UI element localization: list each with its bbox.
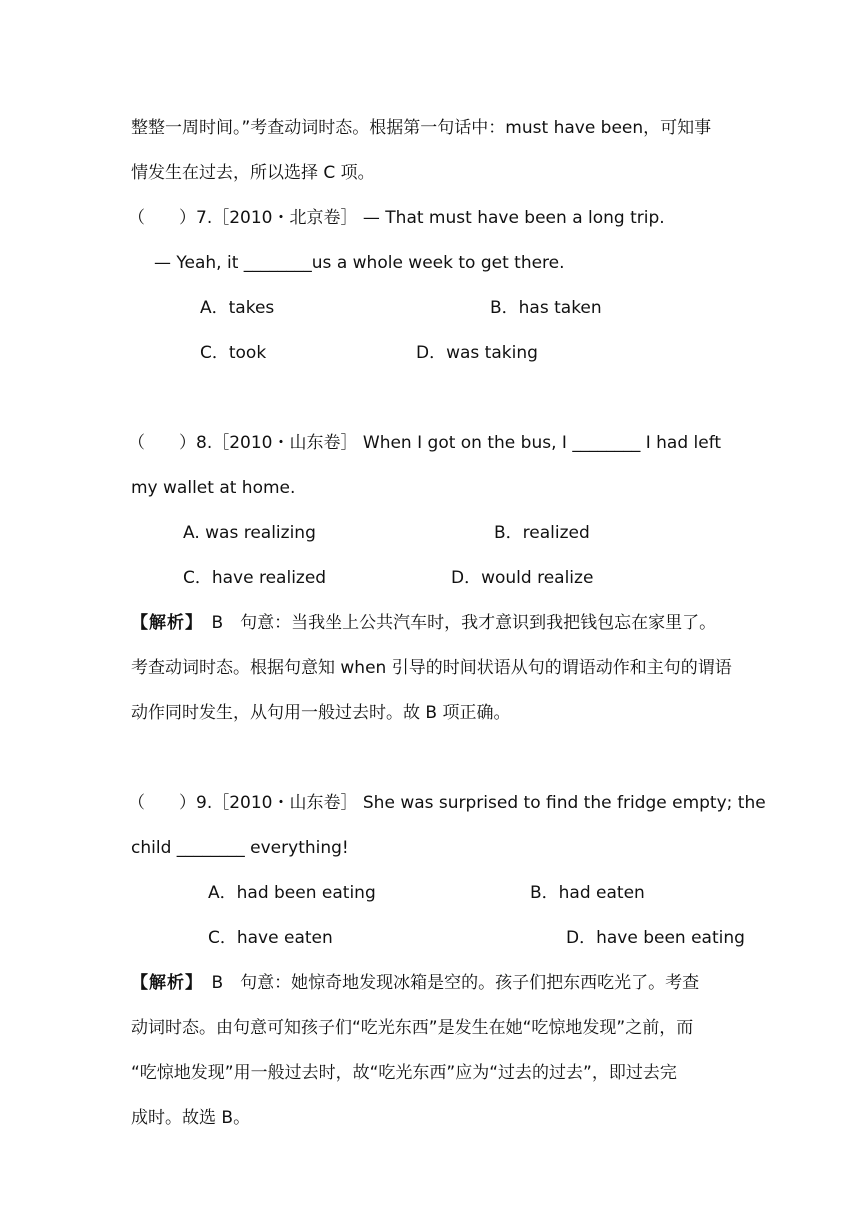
q8-analysis-2: 考查动词时态。根据句意知 when 引导的时间状语从句的谓语动作和主句的谓语 [131,658,732,678]
q9-analysis-1 [131,973,699,993]
q9-option-c: C．have eaten [208,928,333,948]
analysis-tag: 【解析】 [131,973,195,993]
q7-option-b: B．has taken [490,298,602,318]
q9-analysis-3: “吃惊地发现”用一般过去时，故“吃光东西”应为“过去的过去”，即过去完 [131,1063,677,1083]
q9-line2: child ________ everything! [131,838,349,858]
q8-analysis-3: 动作同时发生，从句用一般过去时。故 B 项正确。 [131,703,511,723]
q9-analysis-2: 动词时态。由句意可知孩子们“吃光东西”是发生在她“吃惊地发现”之前，而 [131,1018,694,1038]
q8-stem: （ ）8.［2010・山东卷］ When I got on the bus, I ________ I had left [128,433,722,453]
q8-option-d: D．would realize [451,568,594,588]
q9-option-d: D．have been eating [566,928,745,948]
q7-option-d: D．was taking [416,343,538,363]
q8-option-b: B．realized [494,523,590,543]
analysis-tag: 【解析】 [131,613,195,633]
q9-option-a: A．had been eating [208,883,376,903]
q7-option-a: A．takes [200,298,275,318]
q8-analysis-1 [131,613,716,633]
q7-stem: （ ）7.［2010・北京卷］ — That must have been a long trip. [128,208,665,228]
analysis-text: B 句意：当我坐上公共汽车时，我才意识到我把钱包忘在家里了。 [194,613,717,633]
q8-option-c: C．have realized [183,568,327,588]
q8-line2: my wallet at home. [131,478,296,498]
line-1: 整整一周时间。”考查动词时态。根据第一句话中：must have been，可知事 [131,118,712,138]
q9-stem: （ ）9.［2010・山东卷］ She was surprised to find the fridge empty; the [128,793,766,813]
line-2: 情发生在过去，所以选择 C 项。 [131,163,375,183]
q9-option-b: B．had eaten [530,883,645,903]
analysis-text: B 句意：她惊奇地发现冰箱是空的。孩子们把东西吃光了。考查 [194,973,700,993]
q7-option-c: C．took [200,343,267,363]
q7-line2: — Yeah, it ________us a whole week to get there. [154,253,565,273]
q8-option-a: A. was realizing [183,523,316,543]
q9-analysis-4: 成时。故选 B。 [131,1108,251,1128]
